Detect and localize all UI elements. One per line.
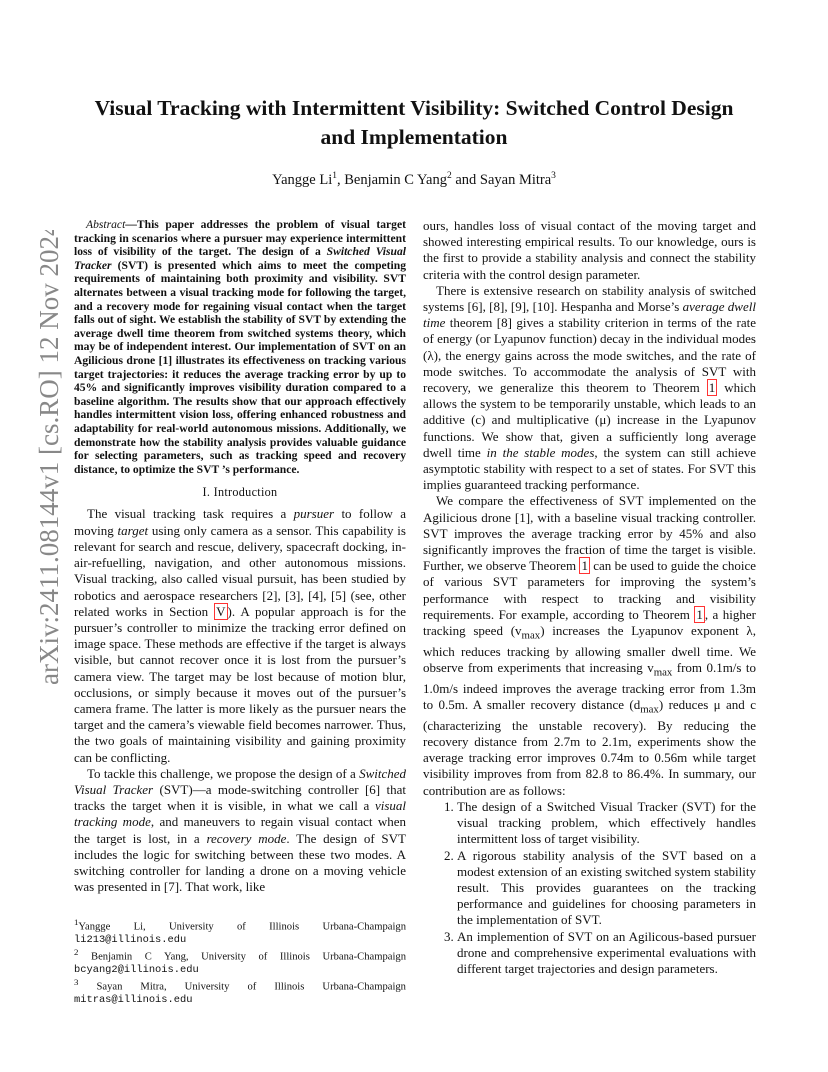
abstract-svt: Switched Visual Tracker <box>74 245 406 272</box>
theorem-ref-link[interactable]: 1 <box>581 558 588 574</box>
right-column <box>423 218 756 977</box>
abstract-text: —This paper addresses the problem of visual target tracking in scenarios where a pursuer may experience intermittent loss of visibility of the target. The design of a <box>74 218 406 259</box>
list-item: 1. The design of a Switched Visual Tracker (SVT) for the visual tracking problem, which effectively handles intermittent loss of target visibility. <box>457 799 756 848</box>
contribution-list <box>423 799 756 977</box>
abstract-text: (SVT) is presented which aims to meet the competing requirements of maintaining both proximity and visibility. SVT alternates between a visual tracking mode for following the target, and a recovery mode for regaining visual contact when the target falls out of sight. We establish the stability of SVT by extending the average dwell time theorem from switched systems theory, which may be of independent interest. Our implementation of SVT on an Agilicious drone [1] illustrates its effectiveness on tracking various target trajectories: it reduces the average tracking error by up to 45% and significantly improves visibility duration compared to a baseline algorithm. The results show that our approach effectively handles intermittent vision loss, offering enhanced robustness and adaptability for real-world autonomous missions. Additionally, we demonstrate how the stability analysis provides valuable guidance for selecting parameters, such as tracking speed and recovery distance, to optimize the SVT ’s performance. <box>74 258 406 476</box>
author-list <box>80 171 748 189</box>
section-heading: I. Introduction <box>202 485 278 500</box>
intro-paragraph-1: The visual tracking task requires a pursuer to follow a moving target using only camera as a sensor. This capability is relevant for search and rescue, delivery, spacecraft docking, in-air-refuelling, navigation, and other autonomous missions. Visual tracking, also called visual pursuit, has been studied by robotics and aerospace researchers [2], [3], [4], [5] (see, other related works in Section V ). A popular approach is for the pursuer’s controller to minimize the tracking error defined on image space. These methods are effective if the target is always visible, but cannot recover once it is lost from the pursuer’s camera view. The target may be lost because of motion blur, occlusions, or simply because it moves out of the pursuer’s camera frame. The latter is more likely as the pursuer nears the target and the camera’s viewable field becomes narrower. Thus, the two goals of maintaining visibility and gaining proximity can be conflicting. <box>74 506 406 765</box>
author-name: Benjamin C Yang <box>344 171 447 188</box>
author-name: Sayan Mitra <box>479 171 552 188</box>
theorem-ref-link[interactable]: 1 <box>696 606 703 622</box>
footnotes <box>74 916 406 1006</box>
list-item: 2. A rigorous stability analysis of the SVT based on a modest extension of an existing switched system stability result. This provides guarantees on the tracking performance and guidelines for choosing parameters in the implementation of SVT. <box>457 848 756 929</box>
footnote: $^3$ Sayan Mitra, University of Illinois Urbana-Champaign <box>74 976 406 993</box>
author-name: Yangge Li <box>272 171 333 188</box>
left-column <box>74 218 406 895</box>
arxiv-id: arXiv:2411.08144v1 [cs.RO] 12 Nov 2024 <box>34 230 64 685</box>
title-line-1: Visual Tracking with Intermittent Visibility: Switched Control Design <box>94 96 734 120</box>
author-sup: 2 <box>446 171 452 181</box>
list-item: 3. An implemention of SVT on an Agilicous-based pursuer drone and comprehensive experimental evaluations with different target trajectories and design parameters. <box>457 929 756 978</box>
footnote: $^1$Yangge Li, University of Illinois Urbana-Champaign <box>74 917 406 933</box>
right-paragraph-2: There is extensive research on stability analysis of switched systems [6], [8], [9], [10]. Hespanha and Morse’s average dwell time theorem [8] gives a stability criterion in terms of the rate of energy (or Lyapunov function) decay in the individual modes (λ), the energy gains across the mode switches, and the rate of mode switches. To accommodate the analysis of SVT with recovery, we generalize this theorem to Theorem 1 which allows the system to be temporarily unstable, which leads to an additive (c) and multiplicative (μ) increase in the Lyapunov functions. We show that, given a sufficiently long average dwell time in the stable modes, the system can still achieve asymptotic stability with respect to a set of states. For SVT this implies guaranteed tracking performance. <box>423 282 757 493</box>
right-paragraph-1: ours, handles loss of visual contact of the moving target and showed interesting empirical results. To our knowledge, ours is the first to provide a stability analysis and connect the stability criteria with the control design parameter. <box>423 218 756 282</box>
author-sup: 3 <box>551 171 556 181</box>
footnote: $^2$ Benjamin C Yang, University of Illinois Urbana-Champaign <box>74 946 406 963</box>
arxiv-watermark <box>14 230 70 690</box>
section-ref-link[interactable]: V <box>216 603 226 619</box>
intro-paragraph-2: To tackle this challenge, we propose the design of a Switched Visual Tracker (SVT)—a mode-switching controller [6] that tracks the target when it is visible, in what we call a visual tracking mode, and maneuvers to regain visual contact when the target is lost, in a recovery mode. The design of SVT includes the logic for switching between these two modes. A switching controller for landing a drone on a moving vehicle was presented in [7]. That work, like <box>74 765 406 895</box>
right-paragraph-3: We compare the effectiveness of SVT implemented on the Agilicious drone [1], with a baseline visual tracking controller. SVT improves the average tracking error by 45% and also significantly improves the fraction of time the target is visible. Further, we observe Theorem 1 can be used to guide the choice of various SVT parameters for improving the system’s performance with respect to tracking and visibility requirements. For example, according to Theorem 1 , a higher tracking speed $(v_{max})$ increases the Lyapunov exponent λ, which reduces tracking by allowing smaller dwell time. We observe from experiments that increasing $v_{max}$ from 0.1m/s to 1.0m/s indeed improves the average tracking error from 1.3m to 0.5m. A smaller recovery distance $(d_{max})$ reduces μ and c (characterizing the unstable recovery). By reducing the recovery distance from 2.7m to 2.1m, experiments show the average tracking error improves 0.74m to 0.56m while target visibility improves from from 82.8 to 86.4%. In summary, our contribution are as follows: <box>423 493 756 798</box>
theorem-ref-link[interactable]: 1 <box>708 380 716 396</box>
footnote-email[interactable]: mitras@illinois.edu <box>74 993 193 1006</box>
author-sep: , <box>336 171 345 188</box>
paper-title <box>80 94 748 152</box>
footnote-email[interactable]: bcyang2@illinois.edu <box>74 963 199 976</box>
author-sup: 1 <box>332 171 337 181</box>
title-line-2: and Implementation <box>320 125 508 149</box>
abstract-label: Abstract <box>86 218 126 231</box>
abstract <box>74 218 406 476</box>
author-sep: and <box>451 171 480 188</box>
footnote-email[interactable]: li213@illinois.edu <box>74 933 187 946</box>
